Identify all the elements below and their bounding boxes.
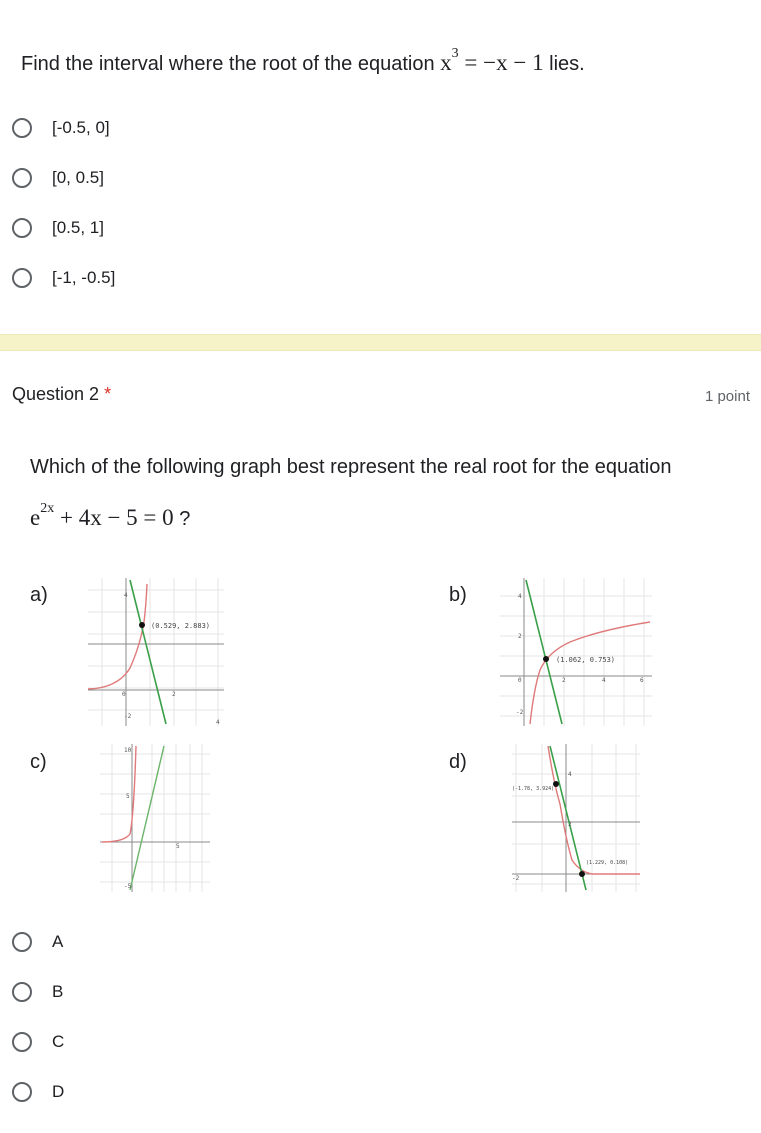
svg-text:4: 4 <box>216 719 220 726</box>
question1-text-before: Find the interval where the root of the equation <box>21 53 435 75</box>
option-label: C <box>52 1032 65 1051</box>
option-label: B <box>52 982 64 1001</box>
graph-d <box>512 744 640 892</box>
question2-title: Question 2 * <box>12 384 112 404</box>
svg-text:4: 4 <box>568 771 572 778</box>
svg-text:5: 5 <box>126 793 130 800</box>
question2-text: Which of the following graph best represent the real root for the equation <box>30 456 672 478</box>
svg-text:-2: -2 <box>516 709 524 716</box>
svg-text:2: 2 <box>518 633 522 640</box>
radio-button[interactable] <box>12 1032 32 1052</box>
q2-option-b[interactable] <box>12 977 63 1007</box>
q2-option-d[interactable] <box>12 1077 64 1107</box>
graph-label-d: d) <box>449 751 467 773</box>
option-label: [0, 0.5] <box>52 168 104 187</box>
graph-c <box>100 744 210 892</box>
option-label: [-0.5, 0] <box>52 118 110 137</box>
q1-option-3[interactable] <box>12 213 104 243</box>
q2-option-c[interactable] <box>12 1027 64 1057</box>
graph-d-upper-point-label: (-1.78, 3.924) <box>512 786 555 792</box>
radio-button[interactable] <box>12 268 32 288</box>
svg-text:2: 2 <box>172 691 176 698</box>
graph-a-point-label: (0.529, 2.883) <box>151 622 211 630</box>
question1-text <box>21 46 585 76</box>
graph-d-lower-point-label: (1.229, 0.108) <box>586 860 629 866</box>
svg-text:0: 0 <box>518 677 522 684</box>
graph-label-b: b) <box>449 584 467 606</box>
svg-text:-2: -2 <box>512 875 520 882</box>
question1-equation: $x^3 = -x - 1$ <box>440 46 544 75</box>
option-label: A <box>52 932 64 951</box>
radio-button[interactable] <box>12 218 32 238</box>
radio-button[interactable] <box>12 1082 32 1102</box>
svg-text:5: 5 <box>176 843 180 850</box>
svg-text:4: 4 <box>124 592 128 599</box>
question2-equation: $e^{2x} + 4x - 5 = 0$ <box>30 501 174 530</box>
graph-b <box>500 578 652 726</box>
section-divider <box>0 334 761 351</box>
svg-text:2: 2 <box>562 677 566 684</box>
svg-text:0: 0 <box>122 691 126 698</box>
radio-button[interactable] <box>12 932 32 952</box>
graph-label-a: a) <box>30 584 48 606</box>
option-label: [-1, -0.5] <box>52 268 116 287</box>
q2-option-a[interactable] <box>12 927 63 957</box>
question2-equation-line: $e^{2x} + 4x - 5 = 0$ ? <box>30 501 191 530</box>
question1-text-after: lies. <box>543 53 585 75</box>
option-label: D <box>52 1082 65 1101</box>
svg-text:-5: -5 <box>124 883 132 890</box>
graph-label-c: c) <box>30 751 47 773</box>
svg-text:4: 4 <box>602 677 606 684</box>
svg-text:4: 4 <box>518 593 522 600</box>
svg-text:6: 6 <box>640 677 644 684</box>
radio-button[interactable] <box>12 168 32 188</box>
q1-option-4[interactable] <box>12 263 115 293</box>
radio-button[interactable] <box>12 118 32 138</box>
q1-option-1[interactable] <box>12 113 110 143</box>
required-asterisk: * <box>104 384 112 404</box>
q1-option-2[interactable] <box>12 163 104 193</box>
option-label: [0.5, 1] <box>52 218 104 237</box>
radio-button[interactable] <box>12 982 32 1002</box>
svg-text:10: 10 <box>124 747 132 754</box>
graph-a <box>88 578 224 726</box>
svg-text:-2: -2 <box>124 713 132 720</box>
svg-text:2: 2 <box>568 821 572 828</box>
points-label: 1 point <box>704 388 750 405</box>
graph-b-point-label: (1.062, 0.753) <box>556 656 616 664</box>
